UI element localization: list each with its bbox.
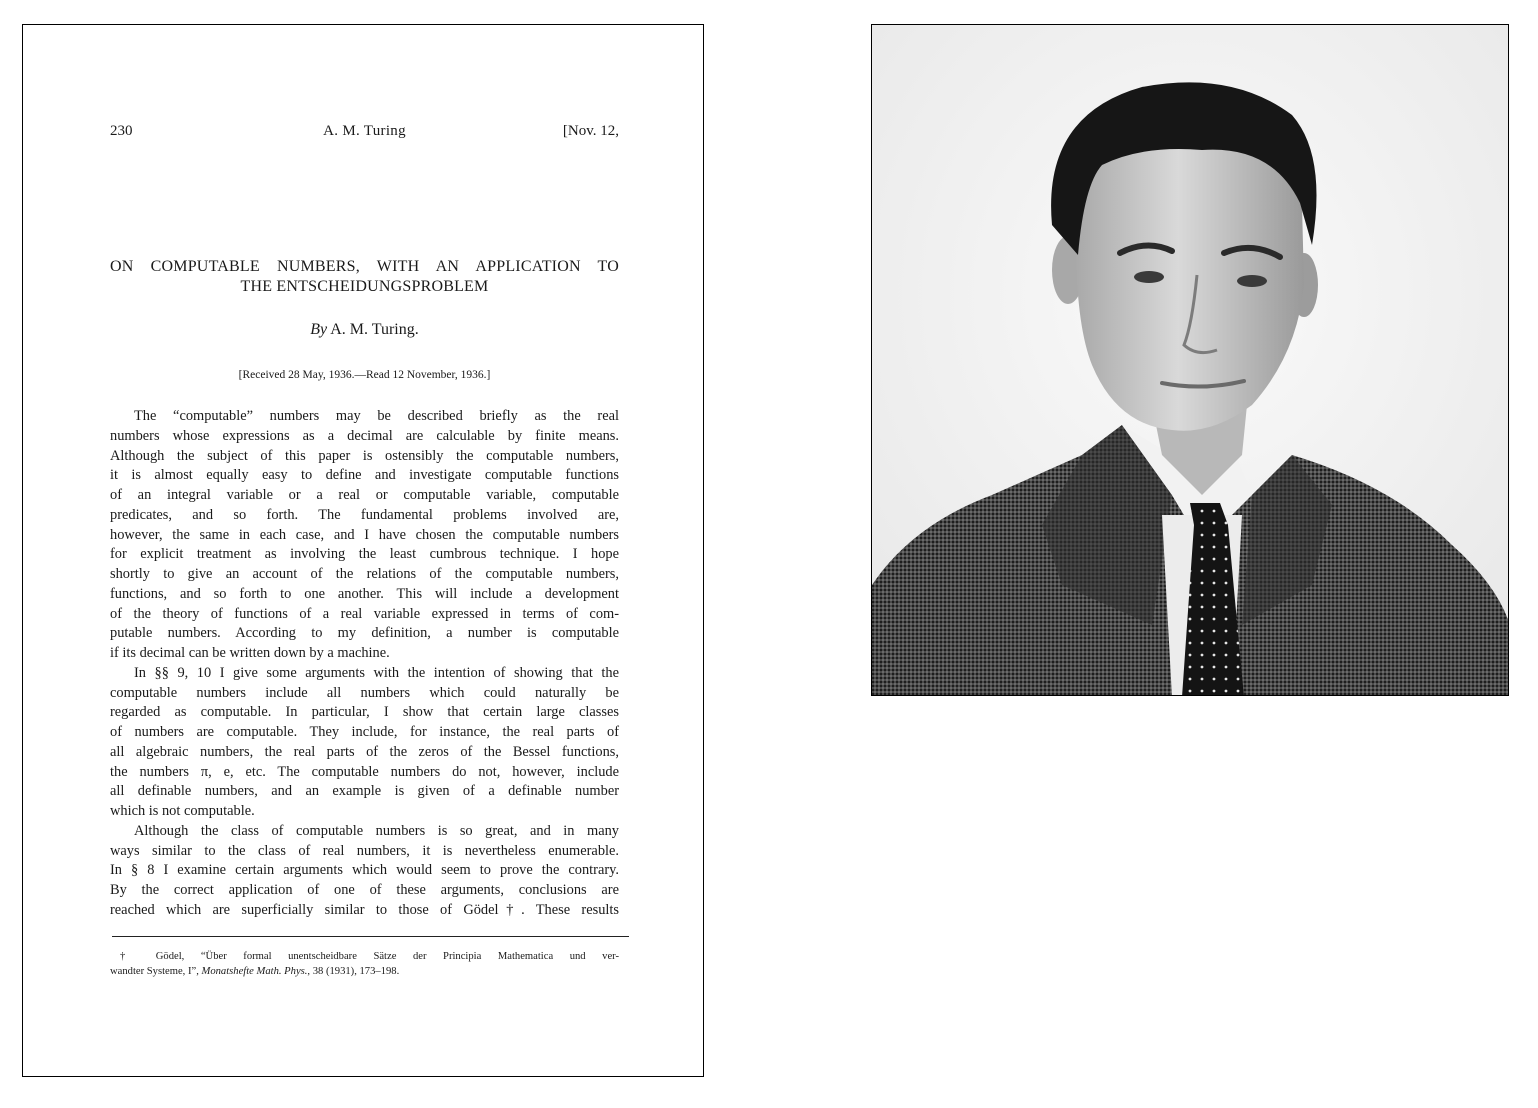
received-date: [Received 28 May, 1936.—Read 12 November, 1936.] [238,369,491,381]
text-line: computable numbers include all numbers which could naturally be [110,684,619,701]
text-line: of the theory of functions of a real variable expressed in terms of com- [110,605,619,622]
body-text [110,407,619,921]
footnote-line-1: † Gödel, “Über formal unentscheidbare Sätze der Principia Mathematica und ver- [120,951,619,962]
footnote-rule [112,936,629,937]
text-line: reached which are superficially similar to those of Gödel†. These results [110,901,619,918]
text-line: regarded as computable. In particular, I show that certain large classes [110,704,619,721]
text-line: Although the class of computable numbers is so great, and in many [134,822,619,839]
text-line: of numbers are computable. They include, for instance, the real parts of [110,724,619,740]
text-line: predicates, and so forth. The fundamental problems involved are, [110,506,619,523]
running-author: A. M. Turing [323,123,406,139]
text-line: By the correct application of one of these arguments, conclusions are [110,882,619,898]
footnote-line-2 [110,964,619,979]
running-head [110,123,619,143]
text-line: all definable numbers, and an example is given of a definable number [110,783,619,800]
footnote [110,949,619,979]
paragraph-1 [110,407,619,664]
paragraph-3 [110,822,619,921]
text-line: Although the subject of this paper is ostensibly the computable numbers, [110,447,619,464]
title-line-1: ON COMPUTABLE NUMBERS, WITH AN APPLICATION TO [110,258,619,275]
footnote-journal: Monatshefte Math. Phys. [201,966,308,977]
text-line: numbers whose expressions as a decimal are calculable by finite means. [110,427,619,444]
text-line: all algebraic numbers, the real parts of the zeros of the Bessel functions, [110,743,619,760]
left-eye [1134,271,1164,283]
text-line: the numbers π, e, etc. The computable numbers do not, however, include [110,763,619,780]
paper-page [22,24,704,1077]
text-line: shortly to give an account of the relations of the computable numbers, [110,566,619,582]
text-line: if its decimal can be written down by a machine. [110,645,390,661]
text-line: it is almost equally easy to define and investigate computable functions [110,467,619,484]
text-line: for explicit treatment as involving the least cumbrous technique. I hope [110,546,619,563]
text-line: In §§ 9, 10 I give some arguments with the intention of showing that the [134,664,619,681]
footnote-text: wandter Systeme, I”, [110,966,199,977]
title-line-2: THE ENTSCHEIDUNGSPROBLEM [240,278,489,295]
right-eye [1237,275,1267,287]
paper-title [110,257,619,297]
text-line: functions, and so forth to one another. This will include a development [110,585,619,602]
byline [110,321,619,339]
byline-author: A. M. Turing. [330,321,419,338]
footnote-citation: , 38 (1931), 173–198. [307,966,400,977]
text-line: ways similar to the class of real numbers, it is nevertheless enumerable. [110,842,619,859]
portrait-illustration [872,25,1509,696]
text-line: which is not computable. [110,803,255,819]
running-date: [Nov. 12, [562,123,619,139]
text-line: In § 8 I examine certain arguments which would seem to prove the contrary. [110,862,619,879]
paragraph-2 [110,664,619,822]
text-line: however, the same in each case, and I have chosen the computable numbers [110,526,619,543]
byline-by: By [310,321,328,338]
text-line: of an integral variable or a real or computable variable, computable [110,487,619,503]
text-line: putable numbers. According to my definition, a number is computable [110,625,619,642]
page-number: 230 [110,123,133,139]
text-line: The “computable” numbers may be described briefly as the real [134,408,619,424]
portrait-photo [871,24,1509,696]
